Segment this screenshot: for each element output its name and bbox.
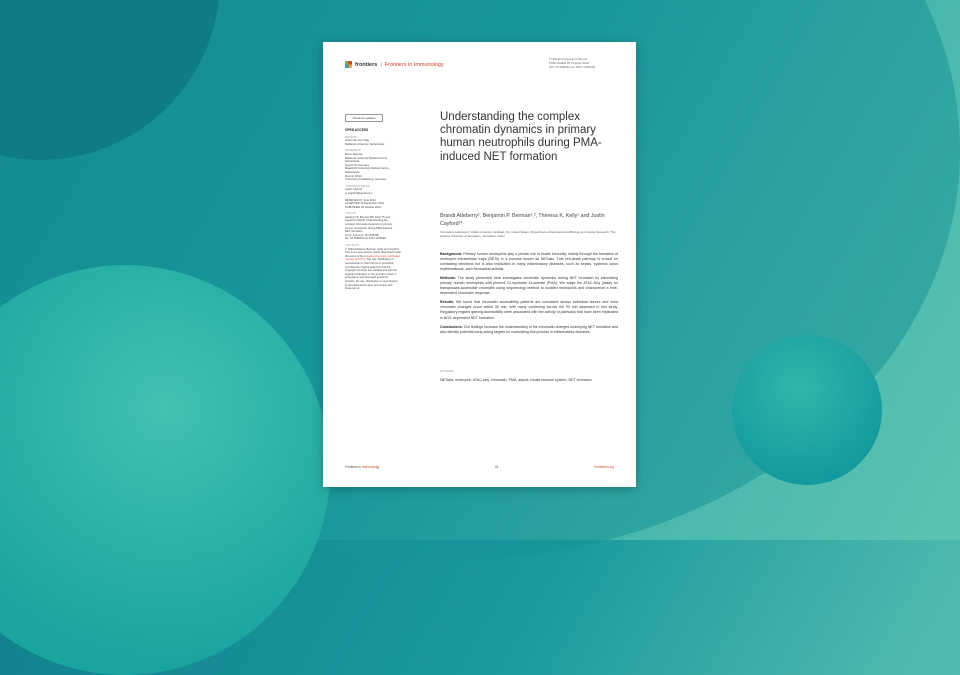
correspondence[interactable]: Justin Cayford ✉ jcayford@gmail.com [345, 188, 373, 195]
license-link[interactable]: Creative Commons Attribution License (CC BY) [345, 254, 401, 262]
article-meta [549, 57, 611, 70]
abstract-section-label: Background: [440, 252, 463, 256]
abstract-section-text: Primary human neutrophils play a pivotal role in innate immunity, mainly through the formation of neutrophil extracellular traps (NETs) in a process known as NETosis. This cell-death pathway is crucial for combating infections but is also implicated in many inflammatory diseases, such as sepsis, systemic lupus erythematosus, and rheumatoid arthritis. [440, 252, 618, 272]
article-page [323, 42, 636, 487]
copyright-text-b: . The use, distribution or reproduction in other forums is permitted, provided the original author(s) and the copyright owner(s) are credited and that the original publication in this journal is cited, in accordance with accepted academic practice. No use, distribution or reproduction is permitted which does not comply with these terms. [345, 258, 398, 291]
abstract-section-label: Methods: [440, 276, 456, 281]
correspondence-label: *CORRESPONDENCE [345, 184, 370, 188]
abstract-section-label: Conclusions: [440, 324, 463, 329]
abstract [440, 252, 618, 339]
abstract-section-text: We found that chromatin accessibility patterns are consistent across individual donors and most chromatin changes occur within 30 min, with many continuing across the 90 min assessed in this study. Regulatory regions gaining accessibility were associated with the activity of pathways that have been implicated in NOX-dependent NET formation. [440, 300, 618, 320]
keywords: NETosis, neutrophil, ATAC-seq, chromatin, PMA, sepsis, innate immune system, NET formation [440, 378, 592, 382]
edited-by: Johan Van Der Vlag, Radboud University, Netherlands [345, 139, 385, 146]
journal-name: Frontiers in Immunology [384, 61, 444, 68]
accepted-date: ACCEPTED 30 September 2024 [345, 202, 384, 206]
abstract-results [440, 300, 618, 320]
header-separator: | [380, 61, 382, 68]
footer-journal-prefix: Frontiers in [345, 465, 362, 469]
check-for-updates-button[interactable]: Check for updates [345, 114, 383, 122]
abstract-methods [440, 276, 618, 296]
citation: Atteberry B, Berman BP, Kelly TK and Cayford J (2024) Understanding the complex chromatin dynamics in primary human neutrophils during PMA-induced NET formation. Front. Immunol. 15:1445638. doi: 10.3389/fimmu.2024.1445638 [345, 215, 393, 241]
copyright-label: COPYRIGHT [345, 244, 360, 248]
abstract-section-text: Our findings increase the understanding of the chromatin changes underlying NET formation and also identify potential early-acting targets for modulating this process in inflammatory diseases. [440, 324, 618, 334]
reviewed-by-label: REVIEWED BY [345, 149, 362, 153]
received-date: RECEIVED 07 June 2024 [345, 198, 376, 202]
brand-name: frontiers [355, 61, 378, 68]
abstract-conclusions [440, 325, 618, 335]
footer-journal-name: Immunology [361, 465, 380, 469]
abstract-background [440, 252, 618, 272]
keywords-label: KEYWORDS [440, 370, 454, 373]
meta-type: TYPE Brief Research Report [549, 57, 588, 61]
citation-label: CITATION [345, 212, 356, 216]
journal-header [345, 61, 444, 68]
open-access-label: OPEN ACCESS [345, 128, 369, 132]
background-circle-right [732, 335, 882, 485]
article-affiliations: ¹Innovation Laboratory, Volition America, Carlsbad, CA, United States, ²Department of Developmental Biology and Cancer Research, The Hebrew University of Jerusalem, Jerusalem, Israel [440, 230, 616, 238]
article-authors: Brandi Atteberry¹, Benjamin P. Berman¹,², Theresa K. Kelly¹ and Justin Cayford¹* [440, 213, 605, 227]
copyright-text-a: © 2024 Atteberry, Berman, Kelly and Cayford. This is an open-access article distributed under the terms of the [345, 247, 402, 258]
published-date: PUBLISHED 25 October 2024 [345, 205, 382, 209]
article-title: Understanding the complex chromatin dynamics in primary human neutrophils during PMA-induced NET formation [440, 111, 602, 163]
meta-doi: DOI 10.3389/fimmu.2024.1445638 [549, 65, 596, 70]
article-sidebar [345, 129, 415, 291]
edited-by-label: EDITED BY [345, 135, 358, 139]
copyright [345, 248, 415, 291]
meta-published: PUBLISHED 25 October 2024 [549, 61, 590, 66]
abstract-section-label: Results: [440, 300, 455, 305]
footer-journal [345, 465, 379, 469]
footer-site-link[interactable]: frontiersin.org [594, 465, 614, 469]
abstract-section-text: The study presented here investigates chromatin dynamics during NET formation by stimulating primary human neutrophils with phorbol 12-myristate 13-acetate (PMA). We adapt the ATAC-Seq (assay for transposase-accessible chromatin using sequencing) method to isolated neutrophils and characterize a time-dependent chromatin response. [440, 276, 618, 296]
frontiers-logo-icon [345, 61, 352, 68]
page-number: 01 [495, 465, 499, 469]
reviewed-by: Elmer Pieterse, Radboud University Medical Centre, Netherlands Sjoerd Timmermans, Maastricht University Medical Centre, Netherlands Ziermin Wrobl, University of Heidelberg, Germany [345, 152, 390, 182]
